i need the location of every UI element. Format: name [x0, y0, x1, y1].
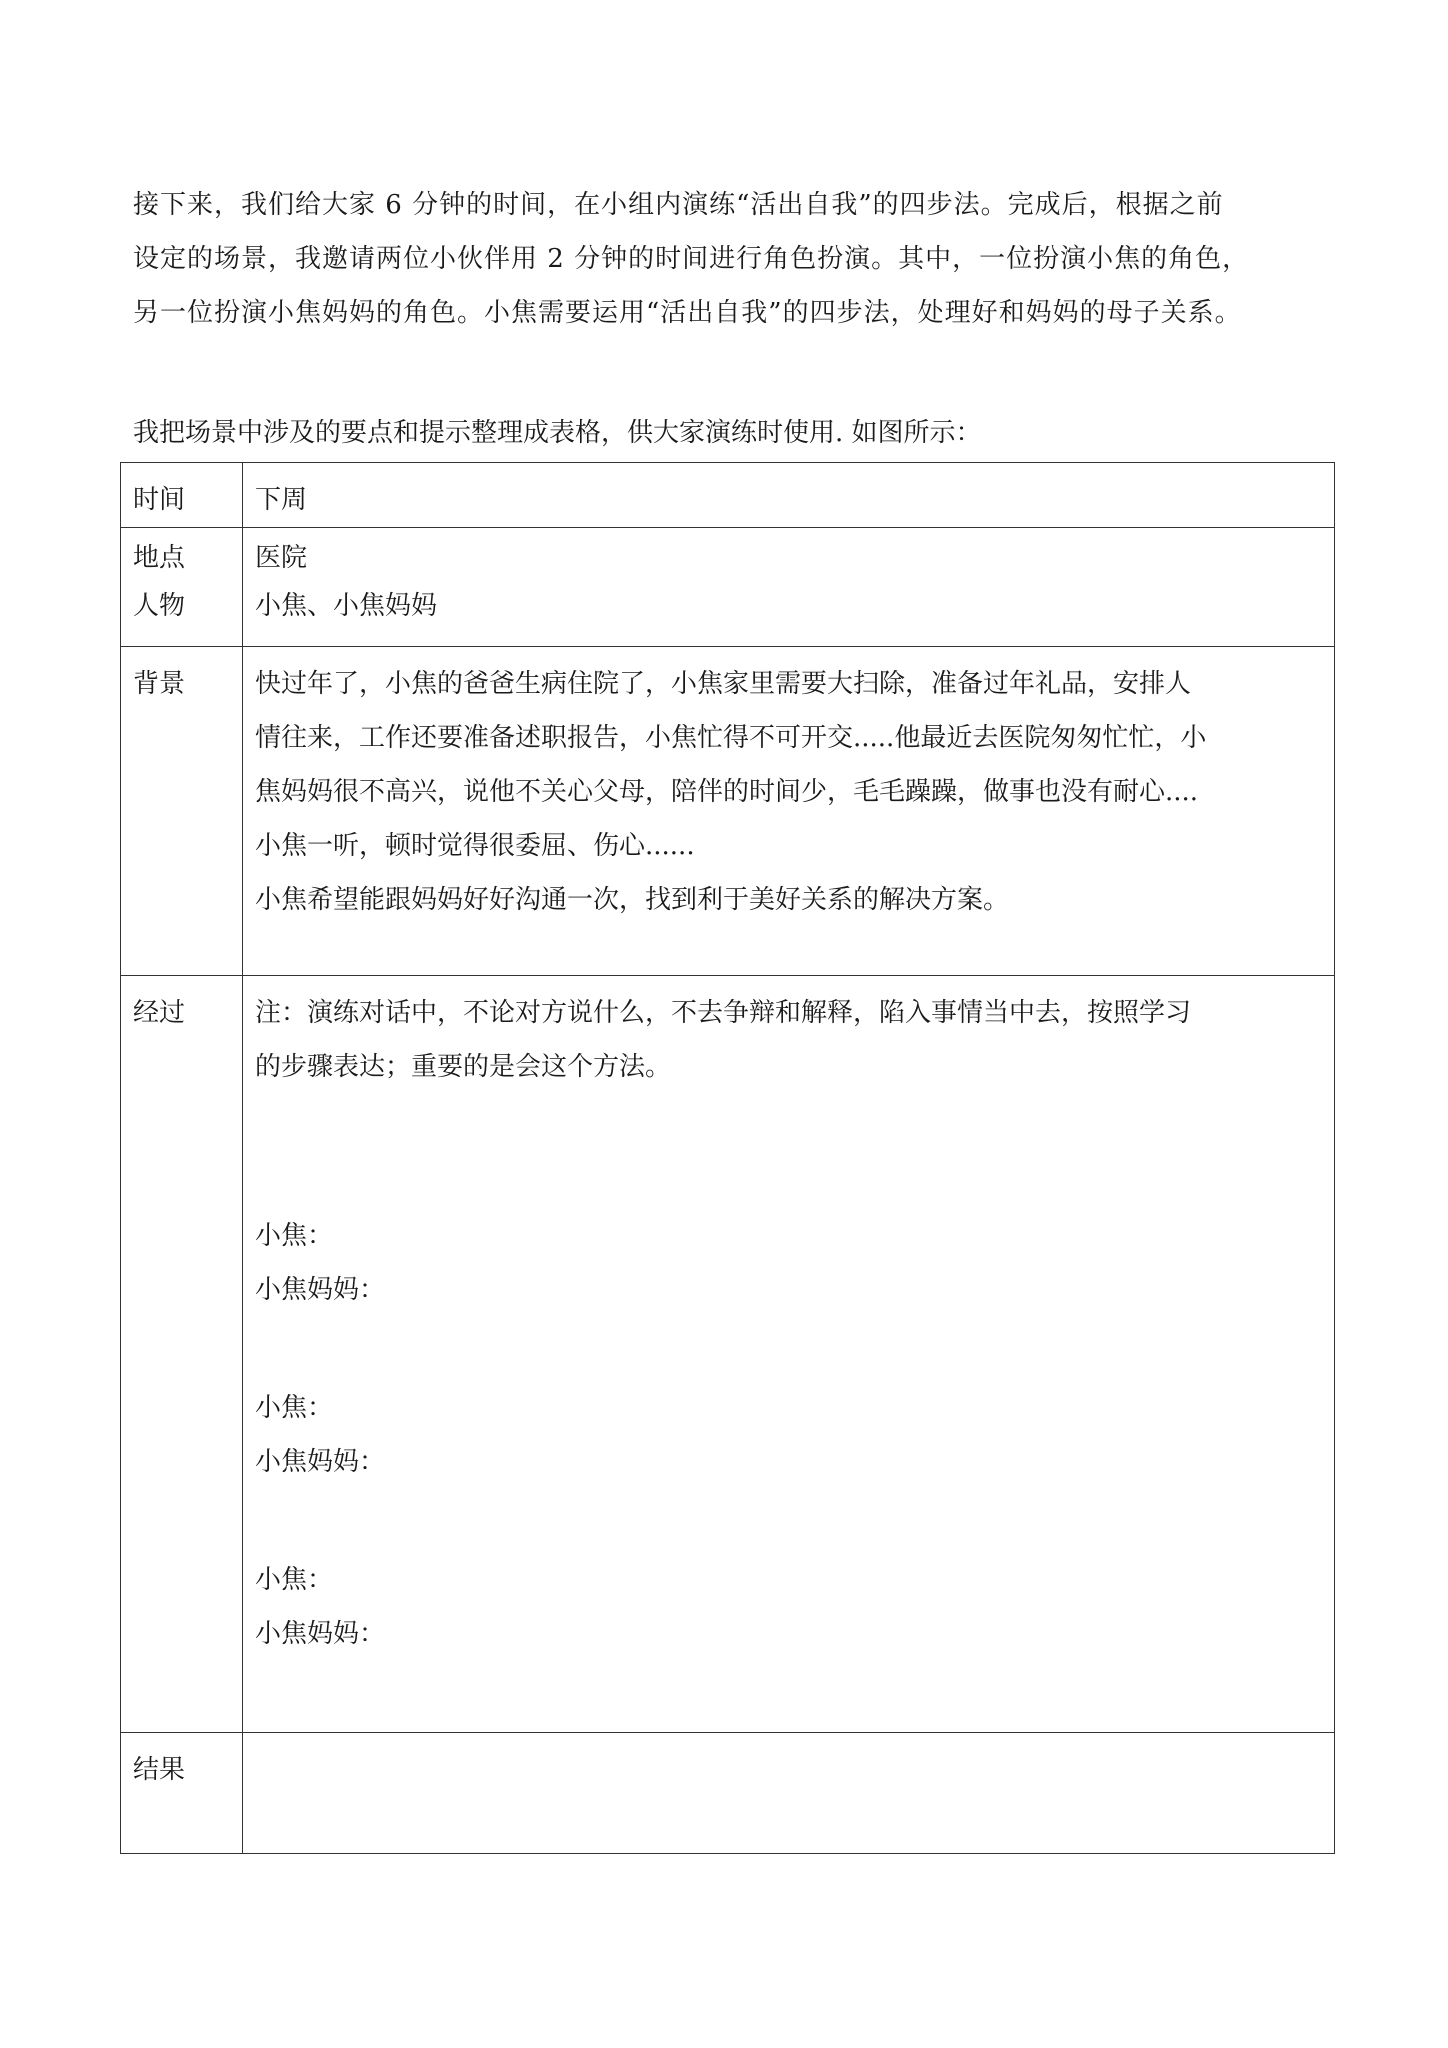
dialogue-speaker-xiaojiao: 小焦：: [255, 1221, 334, 1251]
place-value: 医院: [255, 543, 308, 573]
place-label: 地点: [133, 543, 186, 573]
dialogue-speaker-xiaojiao: 小焦：: [255, 1565, 334, 1595]
dialogue-speaker-mother: 小焦妈妈：: [255, 1275, 386, 1305]
intro-paragraph: [133, 178, 1333, 340]
background-line: 快过年了，小焦的爸爸生病住院了，小焦家里需要大扫除，准备过年礼品，安排人: [255, 669, 1192, 699]
place-people-value-cell: [243, 528, 1335, 647]
intro-line: 接下来，我们给大家 6 分钟的时间，在小组内演练“活出自我”的四步法。完成后，根据之前: [133, 190, 1224, 220]
spacer: [255, 1317, 1322, 1381]
spacer: [255, 1489, 1322, 1553]
place-people-label-cell: [121, 528, 243, 647]
table-row-result: [121, 1733, 1335, 1854]
result-value: [243, 1733, 1335, 1854]
background-line: 情往来，工作还要准备述职报告，小焦忙得不可开交.....他最近去医院匆匆忙忙，小: [255, 723, 1207, 753]
process-text: [243, 976, 1335, 1733]
people-value: 小焦、小焦妈妈: [255, 591, 438, 621]
intro-line: 另一位扮演小焦妈妈的角色。小焦需要运用“活出自我”的四步法，处理好和妈妈的母子关系。: [133, 298, 1242, 328]
spacer: [255, 1094, 1322, 1209]
dialogue-speaker-xiaojiao: 小焦：: [255, 1393, 334, 1423]
table-row-process: [121, 976, 1335, 1733]
people-label: 人物: [133, 591, 186, 621]
background-line: 小焦希望能跟妈妈好好沟通一次，找到利于美好关系的解决方案。: [255, 885, 1010, 915]
table-lead-text: 我把场景中涉及的要点和提示整理成表格，供大家演练时使用. 如图所示：: [133, 418, 982, 448]
time-value: 下周: [243, 463, 1335, 528]
dialogue-speaker-mother: 小焦妈妈：: [255, 1619, 386, 1649]
background-line: 焦妈妈很不高兴，说他不关心父母，陪伴的时间少，毛毛躁躁，做事也没有耐心....: [255, 777, 1199, 807]
background-label: 背景: [121, 647, 243, 976]
scenario-table: [120, 462, 1335, 1854]
background-line: 小焦一听，顿时觉得很委屈、伤心......: [255, 831, 695, 861]
table-row-time: [121, 463, 1335, 528]
process-label: 经过: [121, 976, 243, 1733]
table-row-background: [121, 647, 1335, 976]
result-label: 结果: [121, 1733, 243, 1854]
intro-line: 设定的场景，我邀请两位小伙伴用 2 分钟的时间进行角色扮演。其中，一位扮演小焦的角色，: [133, 244, 1250, 274]
table-row-place-people: [121, 528, 1335, 647]
process-note-line: 的步骤表达；重要的是会这个方法。: [255, 1052, 672, 1082]
process-note-line: 注：演练对话中，不论对方说什么，不去争辩和解释，陷入事情当中去，按照学习: [255, 998, 1192, 1028]
time-label: 时间: [121, 463, 243, 528]
background-text: [243, 647, 1335, 976]
dialogue-speaker-mother: 小焦妈妈：: [255, 1447, 386, 1477]
